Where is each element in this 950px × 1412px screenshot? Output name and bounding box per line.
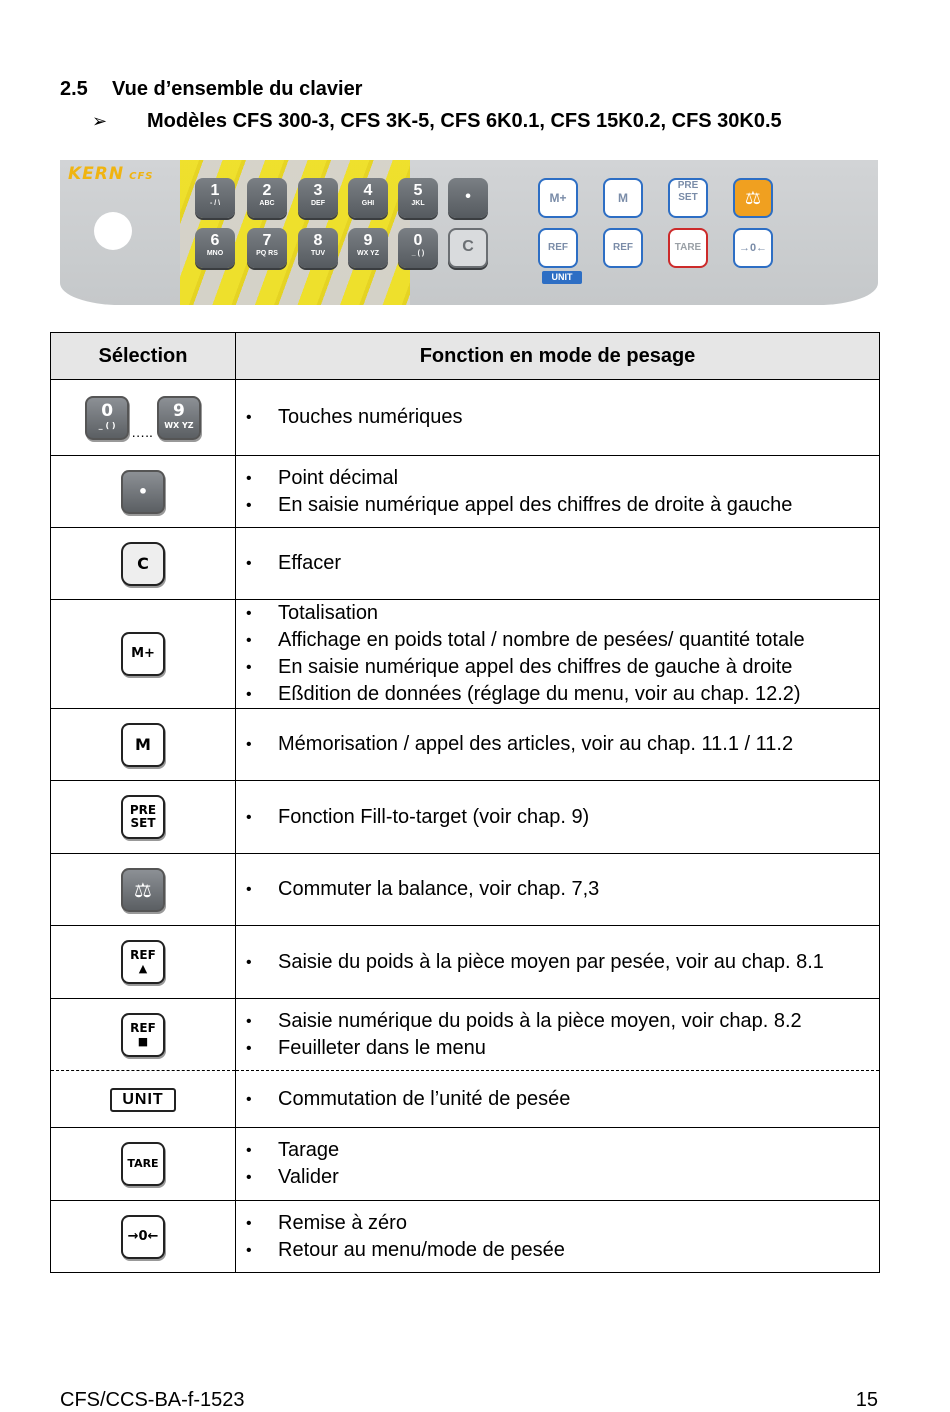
list-item: • Point décimal	[244, 465, 879, 492]
document-id: CFS/CCS-BA-f-1523	[60, 1389, 245, 1411]
models-line	[92, 110, 782, 133]
list-item: • Commutation de l’unité de pesée	[244, 1086, 879, 1113]
list-item: • Tarage	[244, 1137, 879, 1164]
panel-key-1: 1 - / \	[195, 178, 235, 218]
kern-logo: KERN CFS	[68, 164, 154, 184]
list-item: • En saisie numérique appel des chiffres de gauche à droite	[244, 654, 879, 681]
panel-key-switch: ⚖	[733, 178, 773, 218]
list-item: • Totalisation	[244, 600, 879, 627]
header-selection: Sélection	[51, 333, 236, 380]
table-row	[51, 781, 880, 854]
table-row	[51, 528, 880, 600]
panel-key-tare: TARE	[668, 228, 708, 268]
panel-key-mplus: M+	[538, 178, 578, 218]
balance-switch-key-icon: ⚖	[121, 868, 165, 912]
list-item: • Touches numériques	[244, 404, 879, 431]
weight-icon: ■	[137, 1034, 149, 1048]
list-item: • Affichage en poids total / nombre de pesées/ quantité totale	[244, 627, 879, 654]
panel-key-m: M	[603, 178, 643, 218]
list-item: • Commuter la balance, voir chap. 7,3	[244, 876, 879, 903]
list-item: • Mémorisation / appel des articles, voir au chap. 11.1 / 11.2	[244, 731, 879, 758]
panel-key-clear: C	[448, 228, 488, 268]
unit-key-icon: UNIT	[110, 1088, 175, 1112]
table-row	[51, 456, 880, 528]
panel-key-preset: PRE SET	[668, 178, 708, 218]
ref-count-key-icon: REF ▲	[121, 940, 165, 984]
decimal-point-key-icon: •	[121, 470, 165, 514]
list-item: • Saisie numérique du poids à la pièce moyen, voir chap. 8.2	[244, 1008, 879, 1035]
table-row	[51, 380, 880, 456]
key-0-icon: 0 _ ( )	[85, 396, 129, 440]
list-item: • Remise à zéro	[244, 1210, 879, 1237]
panel-key-3: 3 DEF	[298, 178, 338, 218]
panel-key-9: 9 WX YZ	[348, 228, 388, 268]
m-plus-key-icon: M+	[121, 632, 165, 676]
list-item: • Valider	[244, 1164, 879, 1191]
models-text: Modèles CFS 300-3, CFS 3K-5, CFS 6K0.1, CFS 15K0.2, CFS 30K0.5	[147, 110, 782, 132]
section-title: Vue d’ensemble du clavier	[112, 78, 363, 100]
pile-icon: ▲	[138, 962, 148, 975]
panel-key-zero: →0←	[733, 228, 773, 268]
list-item: • Eßdition de données (réglage du menu, voir au chap. 12.2)	[244, 681, 879, 708]
arrow-bullet-icon: ➢	[92, 111, 108, 131]
section-number: 2.5	[60, 78, 88, 100]
list-item: • Retour au menu/mode de pesée	[244, 1237, 879, 1264]
table-row	[51, 999, 880, 1071]
table-row	[51, 926, 880, 999]
table-row	[51, 709, 880, 781]
table-row	[51, 1071, 880, 1128]
panel-unit-tag: UNIT	[542, 271, 582, 284]
header-function: Fonction en mode de pesage	[236, 333, 880, 380]
page-number: 15	[855, 1389, 878, 1411]
tare-key-icon: TARE	[121, 1142, 165, 1186]
panel-key-0: 0 _ ( )	[398, 228, 438, 268]
list-item: • Fonction Fill-to-target (voir chap. 9)	[244, 804, 879, 831]
panel-key-8: 8 TUV	[298, 228, 338, 268]
panel-key-ref-weight: REF	[603, 228, 643, 268]
table-row	[51, 854, 880, 926]
panel-key-4: 4 GHI	[348, 178, 388, 218]
panel-hole	[94, 212, 132, 250]
table-row	[51, 600, 880, 709]
panel-key-5: 5 JKL	[398, 178, 438, 218]
zero-key-icon: →0←	[121, 1215, 165, 1259]
ref-weight-key-icon: REF ■	[121, 1013, 165, 1057]
list-item: • Feuilleter dans le menu	[244, 1035, 879, 1062]
clear-key-icon: C	[121, 542, 165, 586]
preset-key-icon: PRE SET	[121, 795, 165, 839]
panel-key-7: 7 PQ RS	[247, 228, 287, 268]
numeric-keys-cell	[51, 380, 236, 456]
list-item: • En saisie numérique appel des chiffres de droite à gauche	[244, 492, 879, 519]
section-heading	[60, 78, 362, 101]
panel-key-ref-count: REF	[538, 228, 578, 268]
panel-key-6: 6 MNO	[195, 228, 235, 268]
panel-key-dot: •	[448, 178, 488, 218]
keyboard-panel-image	[60, 160, 878, 305]
m-key-icon: M	[121, 723, 165, 767]
table-row	[51, 1201, 880, 1273]
ellipsis: …..	[131, 423, 153, 440]
table-header-row	[51, 333, 880, 380]
list-item: • Saisie du poids à la pièce moyen par pesée, voir au chap. 8.1	[244, 949, 879, 976]
key-function-table	[50, 332, 880, 1273]
panel-key-2: 2 ABC	[247, 178, 287, 218]
key-9-icon: 9 WX YZ	[157, 396, 201, 440]
list-item: • Effacer	[244, 550, 879, 577]
table-row	[51, 1128, 880, 1201]
